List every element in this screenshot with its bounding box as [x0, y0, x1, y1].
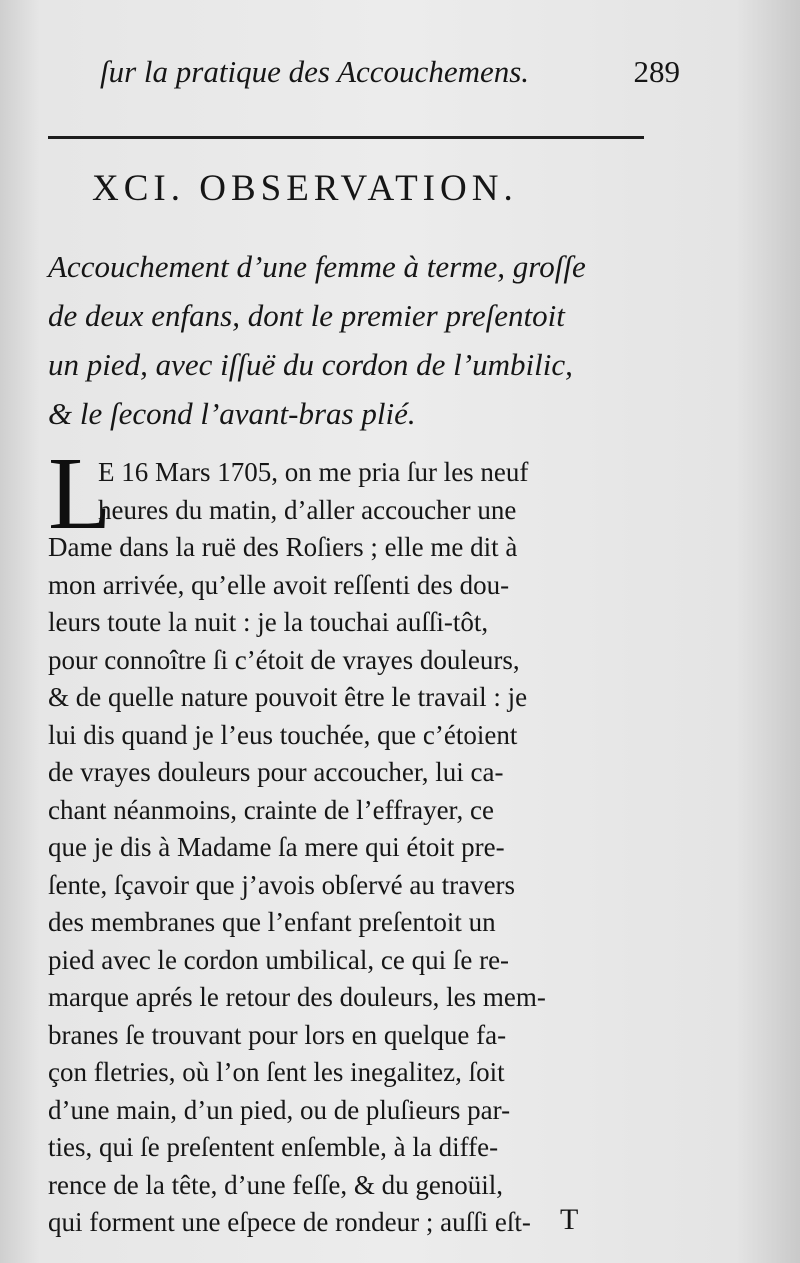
- subtitle-line: de deux enfans, dont le premier preſentoit: [48, 298, 565, 333]
- running-title: ſur la pratique des Accouchemens.: [100, 54, 530, 89]
- body-line: qui forment une eſpece de rondeur ; auſſi eſt-: [48, 1207, 531, 1237]
- body-text: [48, 436, 693, 1242]
- body-line: heures du matin, d’aller accoucher une: [98, 494, 517, 525]
- subtitle-line: Accouchement d’une femme à terme, groſſe: [48, 249, 586, 284]
- body-line: que je dis à Madame ſa mere qui étoit pre-: [48, 832, 505, 862]
- drop-cap: L: [48, 436, 112, 551]
- body-line: marque aprés le retour des douleurs, les mem-: [48, 982, 546, 1012]
- header-rule: [48, 136, 644, 139]
- body-line: pied avec le cordon umbilical, ce qui ſe re-: [48, 944, 510, 975]
- observation-title: XCI. OBSERVATION.: [92, 168, 518, 209]
- body-line: ſente, ſçavoir que j’avois obſervé au travers: [48, 869, 516, 900]
- body-line: de vrayes douleurs pour accoucher, lui ca-: [48, 757, 504, 787]
- subtitle-line: un pied, avec iſſuë du cordon de l’umbilic,: [48, 347, 573, 382]
- page-number: 289: [633, 54, 680, 89]
- body-line: E 16 Mars 1705, on me pria ſur les neuf: [98, 457, 529, 487]
- body-line: branes ſe trouvant pour lors en quelque fa-: [48, 1019, 507, 1050]
- body-line: chant néanmoins, crainte de l’effrayer, ce: [48, 794, 494, 825]
- body-line: ties, qui ſe preſentent enſemble, à la diffe-: [48, 1132, 499, 1162]
- body-line: pour connoître ſi c’étoit de vrayes douleurs,: [48, 644, 520, 675]
- observation-subtitle: [48, 242, 688, 438]
- body-line: mon arrivée, qu’elle avoit reſſenti des dou-: [48, 569, 510, 600]
- body-line: Dame dans la ruë des Roſiers ; elle me dit à: [48, 532, 518, 562]
- body-line: d’une main, d’un pied, ou de pluſieurs par-: [48, 1094, 511, 1125]
- subtitle-line: & le ſecond l’avant-bras plié.: [48, 396, 416, 431]
- body-line: leurs toute la nuit : je la touchai auſſi-tôt,: [48, 607, 489, 637]
- body-line: rence de la tête, d’une feſſe, & du genoüil,: [48, 1169, 504, 1200]
- body-line: des membranes que l’enfant preſentoit un: [48, 907, 496, 937]
- body-line: çon fletries, où l’on ſent les inegalitez, ſoit: [48, 1057, 505, 1087]
- body-line: lui dis quand je l’eus touchée, que c’étoient: [48, 719, 518, 750]
- body-line: & de quelle nature pouvoit être le travail : je: [48, 682, 528, 712]
- running-head: [100, 48, 680, 96]
- catchword: T: [560, 1203, 579, 1236]
